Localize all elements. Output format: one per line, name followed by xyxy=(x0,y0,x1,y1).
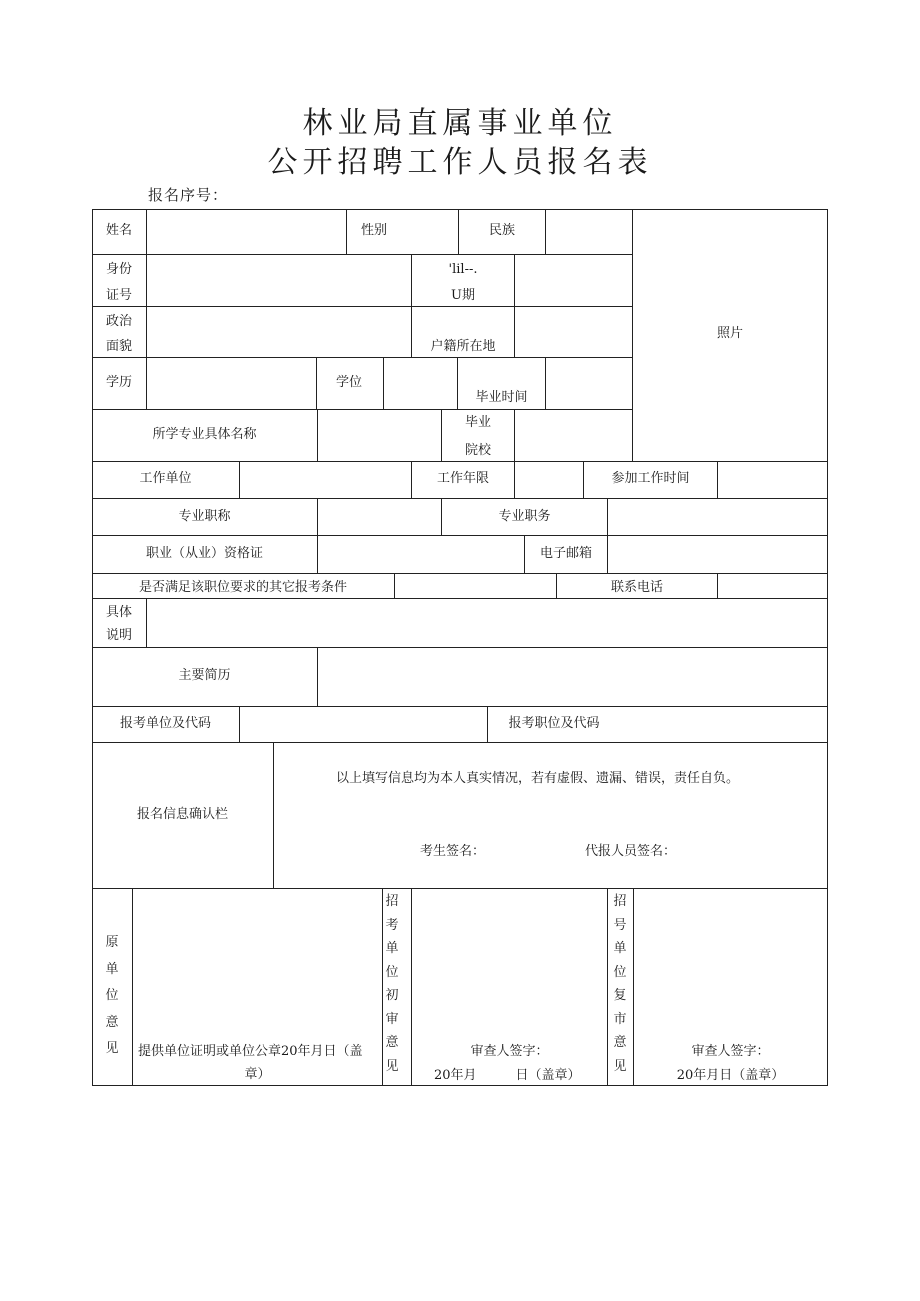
work-years-label: 工作年限 xyxy=(436,471,489,486)
birth-date-field[interactable] xyxy=(515,255,632,306)
school-field[interactable] xyxy=(515,410,632,461)
id-number-field[interactable] xyxy=(147,255,411,306)
title-field[interactable] xyxy=(318,499,441,535)
apply-post-label: 报考职位及代码 xyxy=(508,716,600,731)
confirm-label: 报名信息确认栏 xyxy=(136,807,228,822)
degree-field[interactable] xyxy=(384,358,457,409)
work-start-label: 参加工作时间 xyxy=(611,471,690,486)
apply-unit-label: 报考单位及代码 xyxy=(119,716,211,731)
major-field[interactable] xyxy=(318,410,441,461)
work-years-field[interactable] xyxy=(515,462,583,498)
phone-field[interactable] xyxy=(718,574,827,598)
recheck-reviewer-sign: 审查人签字： xyxy=(691,1044,770,1059)
position-label: 专业职务 xyxy=(498,509,551,524)
birth-label-line1: 'lil--. xyxy=(448,262,478,277)
recheck-date: 20年月日（盖章） xyxy=(676,1068,785,1083)
other-req-label: 是否满足该职位要求的其它报考条件 xyxy=(138,580,347,595)
politics-field[interactable] xyxy=(147,307,411,357)
grad-time-label: 毕业时间 xyxy=(475,390,528,405)
detail-label-line1: 具体 xyxy=(105,605,132,620)
orig-opinion-note: 提供单位证明或单位公章20年月日（盖 xyxy=(138,1044,363,1059)
ethnicity-label: 民族 xyxy=(489,223,516,238)
gender-field[interactable] xyxy=(395,210,458,254)
education-label: 学历 xyxy=(105,375,132,390)
employer-field[interactable] xyxy=(240,462,411,498)
school-label-line1: 毕业 xyxy=(464,415,491,430)
ethnicity-field[interactable] xyxy=(546,210,632,254)
agent-sign-label: 代报人员签名： xyxy=(585,844,677,859)
id-label-line1: 身份 xyxy=(105,262,132,277)
email-label: 电子邮箱 xyxy=(539,546,592,561)
birth-label-line2: U期 xyxy=(451,288,475,303)
employer-label: 工作单位 xyxy=(139,471,192,486)
name-label: 姓名 xyxy=(105,223,132,238)
title-label: 专业职称 xyxy=(178,509,231,524)
other-req-field[interactable] xyxy=(395,574,556,598)
resume-field[interactable] xyxy=(318,648,827,706)
work-start-field[interactable] xyxy=(718,462,827,498)
form-title-line2: 公开招聘工作人员报名表 xyxy=(267,145,653,180)
phone-label: 联系电话 xyxy=(610,580,663,595)
name-field[interactable] xyxy=(147,210,346,254)
exam-sign-label: 考生签名： xyxy=(420,844,486,859)
politics-label-line2: 面貌 xyxy=(105,339,132,354)
cert-label: 职业（从业）资格证 xyxy=(145,546,263,561)
resume-label: 主要简历 xyxy=(178,668,231,683)
orig-opinion-note-2: 章） xyxy=(244,1067,271,1082)
id-label-line2: 证号 xyxy=(105,288,132,303)
initial-review-date: 20年月 日（盖章） xyxy=(434,1068,581,1083)
form-title-line1: 林业局直属事业单位 xyxy=(302,106,618,141)
recheck-label: 招号单位复市意见 xyxy=(613,894,627,1074)
grad-time-field[interactable] xyxy=(546,358,632,409)
position-field[interactable] xyxy=(608,499,827,535)
detail-label-line2: 说明 xyxy=(105,628,132,643)
major-label: 所学专业具体名称 xyxy=(152,427,257,442)
school-label-line2: 院校 xyxy=(464,443,491,458)
politics-label-line1: 政治 xyxy=(105,314,132,329)
detail-field[interactable] xyxy=(147,599,827,647)
serial-number-label: 报名序号： xyxy=(148,186,229,204)
cert-field[interactable] xyxy=(318,536,524,573)
education-field[interactable] xyxy=(147,358,316,409)
confirm-statement: 以上填写信息均为本人真实情况，若有虚假、遗漏、错误，责任自负。 xyxy=(336,771,740,786)
initial-reviewer-sign: 审查人签字： xyxy=(470,1044,549,1059)
hukou-field[interactable] xyxy=(515,307,632,357)
email-field[interactable] xyxy=(608,536,827,573)
orig-opinion-label: 原单位意见 xyxy=(105,935,119,1056)
photo-label: 照片 xyxy=(716,326,743,341)
hukou-label: 户籍所在地 xyxy=(430,339,496,354)
gender-label: 性别 xyxy=(361,223,388,238)
initial-review-label: 招考单位初审意见 xyxy=(385,894,399,1074)
apply-unit-field[interactable] xyxy=(240,707,487,742)
degree-label: 学位 xyxy=(336,375,363,390)
